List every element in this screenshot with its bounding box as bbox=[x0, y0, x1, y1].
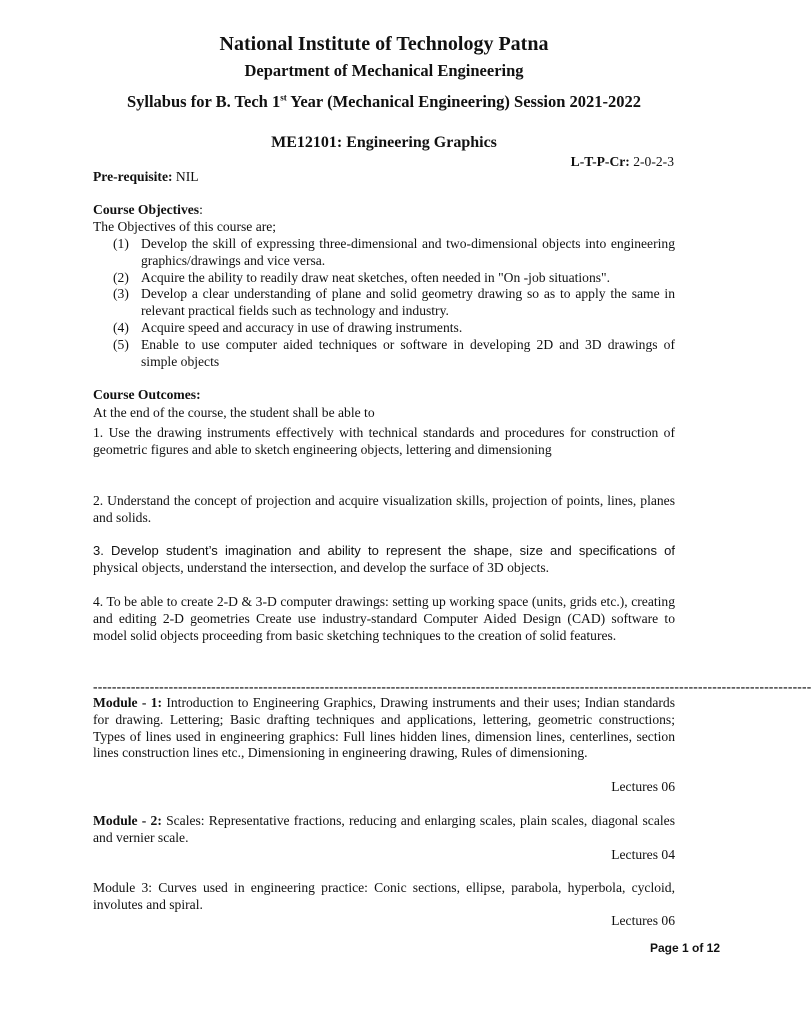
prerequisite: Pre-requisite: NIL bbox=[93, 169, 199, 184]
outcomes-heading: Course Outcomes: bbox=[93, 387, 201, 402]
outcome-item: 1. Use the drawing instruments effectively with technical standards and procedures for construction of geometric figures and able to sketch engineering objects, lettering and dimensioning bbox=[93, 425, 675, 457]
objectives-heading: Course Objectives: bbox=[93, 202, 203, 217]
module-3-lectures: Lectures 06 bbox=[611, 913, 675, 928]
ltpc-credits: L-T-P-Cr: 2-0-2-3 bbox=[570, 154, 674, 169]
module-2: Module - 2: Scales: Representative fractions, reducing and enlarging scales, plain scales, diagonal scales and vernier scale. bbox=[93, 813, 675, 845]
objectives-list bbox=[93, 236, 675, 370]
outcomes-intro: At the end of the course, the student shall be able to bbox=[93, 405, 375, 420]
module-3: Module 3: Curves used in engineering practice: Conic sections, ellipse, parabola, hyperbola, cycloid, involutes and spiral. bbox=[93, 880, 675, 912]
outcome-item: 3. Develop student’s imagination and ability to represent the shape, size and specifications of physical objects, understand the intersection, and develop the surface of 3D objects. bbox=[93, 543, 675, 575]
objective-item: (3) Develop a clear understanding of plane and solid geometry drawing so as to apply the same in relevant practical fields such as technology and industry. bbox=[113, 286, 675, 319]
objective-item: (2) Acquire the ability to readily draw neat sketches, often needed in "On -job situations". bbox=[113, 269, 610, 285]
objectives-intro: The Objectives of this course are; bbox=[93, 219, 277, 234]
department-name: Department of Mechanical Engineering bbox=[244, 61, 524, 80]
institute-name: National Institute of Technology Patna bbox=[219, 33, 549, 55]
outcome-item: 4. To be able to create 2-D & 3-D computer drawings: setting up working space (units, grids etc.), creating and editing 2-D geometries Create use industry-standard Computer Aided Design (CAD) software to model solid objects proceeding from basic sketching techniques to the creation of solid features. bbox=[93, 594, 675, 643]
objective-item: (1) Develop the skill of expressing three-dimensional and two-dimensional objects into engineering graphics/drawings and vice versa. bbox=[113, 236, 675, 268]
module-2-lectures: Lectures 04 bbox=[611, 847, 675, 862]
objective-item: (5) Enable to use computer aided techniques or software in developing 2D and 3D drawings of simple objects bbox=[113, 336, 675, 369]
section-separator: -------------------------------------------------------------------------------------------------------------------------------------------------------- bbox=[93, 679, 811, 694]
objective-item: (4) Acquire speed and accuracy in use of drawing instruments. bbox=[113, 319, 463, 335]
page-number: Page 1 of 12 bbox=[649, 941, 720, 955]
module-1-lectures: Lectures 06 bbox=[611, 779, 675, 794]
outcome-item: 2. Understand the concept of projection and acquire visualization skills, projection of points, lines, planes and solids. bbox=[93, 493, 675, 525]
course-title: ME12101: Engineering Graphics bbox=[271, 134, 497, 151]
syllabus-title: Syllabus for B. Tech 1st Year (Mechanical Engineering) Session 2021-2022 bbox=[126, 92, 642, 111]
module-1: Module - 1: Introduction to Engineering Graphics, Drawing instruments and their uses; Indian standards for drawing. Lettering; Basic drafting techniques and applications, lettering, geometric constructions; Types of lines used in engineering graphics: Full lines hidden lines, dimension lines, centerlines, section lines construction lines etc., Dimensioning in engineering drawing, Rules of dimensioning. bbox=[93, 695, 675, 761]
